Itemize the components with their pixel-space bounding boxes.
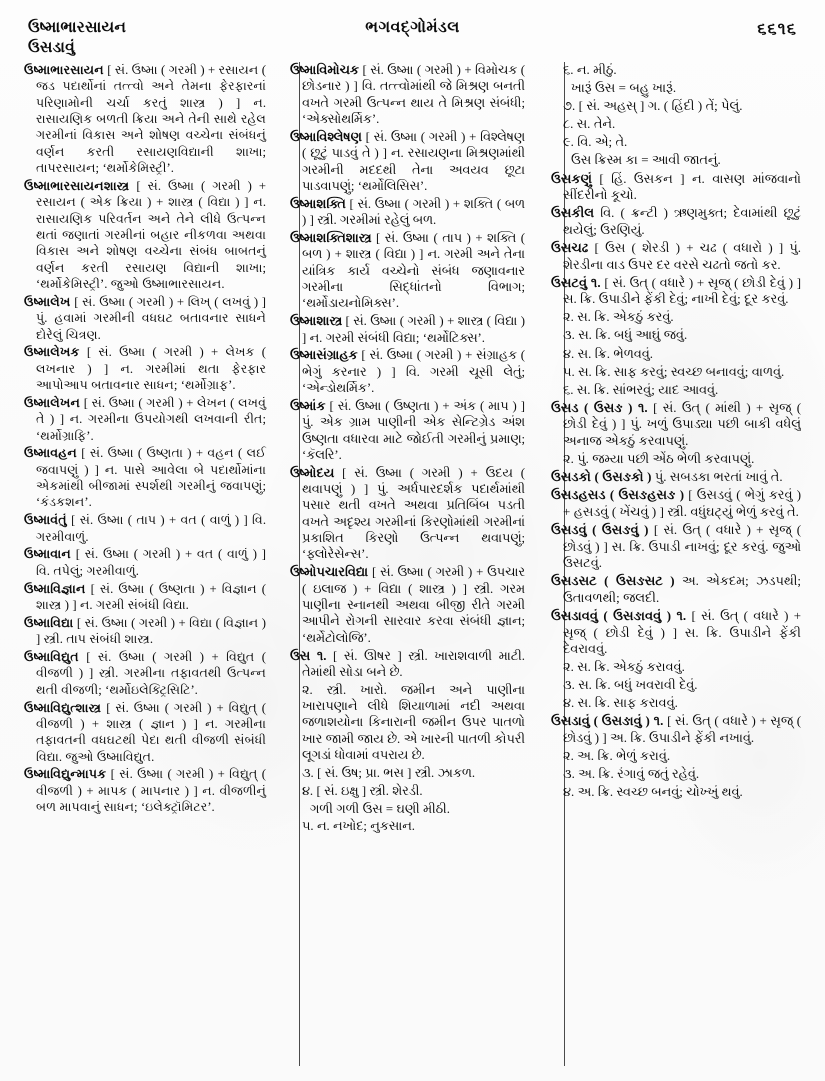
entry-definition: ૬. ન. મીઠું. <box>563 63 617 77</box>
entry-headword: ઉષ્માવંતું <box>24 513 67 528</box>
entry-headword: ઉસકીલ <box>551 206 595 221</box>
dictionary-entry <box>290 347 525 396</box>
dictionary-entry <box>551 116 801 133</box>
running-head-last-word: ઉસડાવું <box>28 39 76 56</box>
entry-definition: [ સં. ઉષ્મા ( ગરમી ) + શક્તિ ( બળ ) ] સ્ત્રી. ગરમીમાં રહેલું બળ. <box>302 196 525 228</box>
entry-definition: [ સં. ઉષ્મા ( ગરમી ) + વિદ્યુત ( વીજળી ) ] સ્ત્રી. ગરમીના તફાવતથી ઉત્પન્ન થતી વીજળી; ‘થર્મોઇલેક્ટ્રિસિટિ’. <box>36 650 266 697</box>
entry-headword: ઉષ્મોપચારવિદ્યા <box>290 565 369 580</box>
dictionary-entry <box>551 275 801 308</box>
dictionary-entry <box>24 178 266 292</box>
dictionary-entry <box>290 230 525 312</box>
dictionary-entry <box>290 313 525 346</box>
dictionary-entry <box>551 98 801 115</box>
page-number: ૬૬૧૬ <box>757 19 797 38</box>
entry-definition: ૩. [ સં. ઉષ; પ્રા. ભસ ] સ્ત્રી. ઝાકળ. <box>302 765 476 780</box>
dictionary-entry <box>290 765 525 781</box>
running-head-first-word: ઉષ્માભારસાયન <box>28 19 127 36</box>
entry-definition: ૩. અ. ક્રિ. રંગાવું જતું રહેવું. <box>563 767 700 782</box>
dictionary-entry <box>24 581 266 614</box>
entry-headword: ઉષ્માવિદ્યા <box>24 615 74 630</box>
dictionary-entry <box>24 344 266 393</box>
entry-headword: ઉષ્માંક <box>290 398 326 413</box>
entry-headword: ઉસડસટ ( ઉસઙસટ ) <box>551 574 675 589</box>
entry-definition: પું. સબડકા ભરતાં ખાવું તે. <box>651 470 783 485</box>
entry-definition: [ સં. ઉષ્મા ( ગરમી ) + વિમોચક ( છોડનાર ) ] વિ. તત્ત્વોમાંથી જે મિશ્રણ બનતી વખતે ગરમી ઉત્પન્ન થાય તે મિશ્રણ સંબંધી; ‘એક્સોથર્મિક’. <box>302 63 525 127</box>
entry-headword: ઉષ્માવિદ્યુત્શાસ્ત્ર <box>24 700 102 715</box>
dictionary-entry <box>290 648 525 681</box>
entry-definition: અ. એકદમ; ઝડપથી; ઉતાવળથી; જલદી. <box>563 574 801 605</box>
dictionary-entry <box>551 134 801 151</box>
dictionary-entry <box>551 573 801 606</box>
entry-headword: ઉસડાવવું ( ઉસઙાવવું ) ૧. <box>551 608 687 623</box>
entry-headword: ઉષ્માભારસાયનશાસ્ત્ર <box>24 178 130 193</box>
dictionary-entry <box>24 615 266 648</box>
dictionary-entry <box>551 522 801 572</box>
entry-definition: [ સં. ઉષ્મા ( ગરમી ) + ઉપચાર ( ઇલાજ ) + વિદ્યા ( શાસ્ત્ર ) ] સ્ત્રી. ગરમ પાણીના સ્નાનથી અથવા બીજી રીતે ગરમી આપીને રોગની સારવાર કરવા સંબંધી જ્ઞાન; ‘થર્મેટોલોજિ’. <box>302 565 525 645</box>
entry-definition: ૪. અ. ક્રિ. સ્વચ્છ બનવું; ચોખ્ખું થવું. <box>563 785 743 800</box>
entry-definition: [ સં. ઉત્ ( માંથી ) + સૃજ્ ( છોડી દેવું ) ] પું. ખળું ઉપાડ્યા પછી બાકી વધેલું અનાજ એકઠું કરવાપણું. <box>563 400 801 448</box>
dictionary-entry <box>551 171 801 204</box>
entry-definition: ૫. સ. ક્રિ. સાફ કરવું; સ્વચ્છ બનાવવું; વાળવું. <box>563 364 785 379</box>
entry-headword: ઉષ્માલેખન <box>24 395 81 410</box>
entry-definition: [ સં. ઉષ્મા ( ગરમી ) + વિદ્યુત્ ( વીજળી ) + શાસ્ત્ર ( જ્ઞાન ) ] ન. ગરમીના તફાવતની વધઘટથી પેદા થતી વીજળી સંબંધી વિદ્યા. જુઓ ઉષ્માવિદ્યુત. <box>36 700 266 764</box>
dictionary-entry <box>551 152 801 169</box>
entry-definition: [ હિં. ઉસકન ] ન. વાસણ માંજવાનો સીંદરીનો કૂચો. <box>563 171 801 203</box>
entry-headword: ઉષ્માવાન <box>24 547 71 562</box>
dictionary-entry <box>24 294 266 343</box>
entry-definition: ૬. સ. ક્રિ. સાંભરવું; યાદ આવવું. <box>563 382 719 397</box>
dictionary-entry <box>551 327 801 344</box>
entry-definition: [ સં. ઉષ્મા ( ઉષ્ણતા ) + વહન ( લઈ જવાપણું ) ] ન. પાસે આવેલા બે પદાર્થોમાંના એકમાંથી બીજામાં સ્પર્શથી ગરમીનું જવાપણું; ‘કંડકશન’. <box>36 446 266 510</box>
entry-headword: ઉષ્માલેખ <box>24 294 71 309</box>
dictionary-entry <box>24 445 266 510</box>
entry-definition: ૨. સ્ત્રી. ખારો. જમીન અને પાણીના ખારાપણાને લીધે શિયાળામાં નદી અથવા જળાશયોના કિનારાની જમીન ઉપર પાતળો ખાર જામી જાય છે. એ ખારની પાતળી કોપરી લૂગડાં ધોવામાં વપરાય છે. <box>302 682 525 763</box>
dictionary-entry <box>551 748 801 765</box>
dictionary-entry <box>551 659 801 676</box>
dictionary-entry <box>551 382 801 399</box>
entry-definition: [ સં. ઉત્ ( વધારે ) + સૃજ્ ( છોડવું ) ] સ. ક્રિ. ઉપાડી નાખવું; દૂર કરવું. જુઓ ઉસટવું. <box>563 522 801 571</box>
entry-definition: ૯. વિ. એ; તે. <box>563 135 628 150</box>
entry-definition: ખારૂં ઉસ = બહુ ખારૂં. <box>571 81 677 96</box>
dictionary-entry <box>551 487 801 520</box>
dictionary-entry <box>290 818 525 834</box>
entry-definition: [ સં. ઉષ્મા ( ગરમી ) + ઉદય ( થવાપણું ) ] પું. અર્ધપારદર્શક પદાર્થમાંથી પસાર થતી વખતે અથવા પ્રતિબિંબ પડતી વખતે અદૃશ્ય ગરમીનાં કિરણોમાંથી ગરમીનાં પ્રકાશિત કિરણો ઉત્પન્ન થવાપણું; ‘ફ્લોરેસેન્સ’. <box>302 465 525 562</box>
entry-definition: ૪. સ. ક્રિ. સાફ કરાવવું. <box>563 696 678 711</box>
entry-definition: [ સં. ઉષ્મા ( તાપ ) + વત ( વાળું ) ] વિ. ગરમીવાળું. <box>36 513 266 544</box>
entry-definition: [ સં. ઉષ્મા ( ગરમી ) + વત ( વાળું ) ] વિ. તપેલું; ગરમીવાળું. <box>36 547 266 578</box>
entry-definition: [ સં. ઉષ્મા ( ગરમી ) + વિશ્લેષણ ( છૂટું પાડવું તે ) ] ન. રસાયણના મિશ્રણમાંથી ગરમીની મદદથી તેના અવયવ છૂટા પાડવાપણું; ‘થર્મોલિસિસ’. <box>302 129 525 193</box>
dictionary-entry <box>551 205 801 238</box>
dictionary-entry <box>290 129 525 194</box>
entry-headword: ઉષ્માવહન <box>24 446 77 461</box>
entry-headword: ઉષ્માવિદ્યુત <box>24 650 79 665</box>
dictionary-entry <box>551 677 801 694</box>
entry-headword: ઉસડવું ( ઉસઙવું ) <box>551 522 649 537</box>
dictionary-entry <box>24 649 266 698</box>
entry-headword: ઉષ્માવિદ્યુન્માપક <box>24 767 107 782</box>
entry-definition: [ સં. ઉષ્મા ( ગરમી ) + સંગ્રાહક ( ભેગું કરનાર ) ] વિ. ગરમી ચૂસી લેતું; ‘એન્ડોથર્મિક’. <box>302 348 525 396</box>
dictionary-entry <box>290 62 525 127</box>
entry-definition: ૩. સ. ક્રિ. બધું આઘું જવું. <box>563 328 688 343</box>
dictionary-entry <box>24 546 266 579</box>
entry-definition: ગળી ગળી ઉસ = ઘણી મીઠી. <box>310 801 450 816</box>
dictionary-entry <box>551 80 801 97</box>
entry-definition: ૨. સ. ક્રિ. એકઠું કરાવવું. <box>563 660 685 675</box>
column-3 <box>539 62 801 1066</box>
entry-definition: વિ. ( ક્રન્ટી ) ઋણમુક્ત; દેવામાંથી છૂટું થયેલું; ઉરણિયું. <box>563 206 801 237</box>
entry-headword: ઉસકણું <box>551 171 592 186</box>
entry-definition: [ સં. ઉષ્મા ( ગરમી ) + લિખ્ ( લખવું ) ] પું. હવામાં ગરમીની વધઘટ બતાવનાર સાધને દોરેલું ચિત્રણ. <box>36 294 266 342</box>
dictionary-entry <box>290 801 525 817</box>
entry-definition: ૩. સ. ક્રિ. બધું ખવરાવી દેવું. <box>563 678 698 693</box>
dictionary-entry <box>551 309 801 326</box>
entry-headword: ઉષ્માવિશ્લેષણ <box>290 129 362 144</box>
entry-definition: ૪. [ સં. ઇક્ષુ ] સ્ત્રી. શેરડી. <box>302 783 423 798</box>
entry-definition: [ સં. ઉષ્મા ( તાપ ) + શક્તિ ( બળ ) + શાસ્ત્ર ( વિદ્યા ) ] ન. ગરમી અને તેના યાંત્રિક કાર્ય વચ્ચેનો સંબંધ જણાવનાર ગરમીના સિદ્ધાંતનો વિભાગ; ‘થર્મોડાયનોમિક્સ’. <box>302 230 525 311</box>
dictionary-entry <box>290 783 525 799</box>
entry-headword: ઉષ્મોદય <box>290 465 335 480</box>
entry-definition: [ સં. ઉષ્મા ( ઉષ્ણતા ) + અંક ( માપ ) ] પું. એક ગ્રામ પાણીની એક સેન્ટિગ્રેડ અંશ ઉષ્ણતા વધારવા માટે જોઈતી ગરમીનું પ્રમાણ; ‘કૅલરિ’. <box>302 398 525 462</box>
dictionary-entry <box>551 364 801 381</box>
dictionary-entry <box>551 62 801 79</box>
entry-definition: ૨. સ. ક્રિ. એકઠું કરવું. <box>563 310 674 325</box>
dictionary-entry <box>290 398 525 463</box>
entry-definition: [ સં. ઉષ્મા ( ગરમી ) + વિદ્યુત્ ( વીજળી ) + માપક ( માપનાર ) ] ન. વીજળીનું બળ માપવાનું સાધન; ‘ઇલેક્ટ્રૉમિટર’. <box>36 767 266 815</box>
entry-headword: ઉષ્માવિમોચક <box>290 63 360 77</box>
dictionary-entry <box>551 240 801 273</box>
dictionary-entry <box>551 713 801 746</box>
entry-definition: [ સં. ઊષર ] સ્ત્રી. ખારાશવાળી માટી. તેમાંથી સોડા બને છે. <box>302 648 525 679</box>
entry-definition: [ સં. ઉષ્મા ( ગરમી ) + વિદ્યા ( વિજ્ઞાન ) ] સ્ત્રી. તાપ સંબંધી શાસ્ત્ર. <box>36 615 266 647</box>
entry-definition: [ સં. ઉત્ ( વધારે ) + સૃજ્ ( છોડી દેવું ) ] સ. ક્રિ. ઉપાડીને ફેંકી દેવું; નાખી દેવું; દૂર કરવું. <box>563 275 801 307</box>
entry-headword: ઉસડહસડ ( ઉસઙહસઙ ) <box>551 488 685 503</box>
dictionary-entry <box>290 682 525 764</box>
entry-headword: ઉષ્માસંગ્રાહક <box>290 348 358 363</box>
entry-definition: ૪. સ. ક્રિ. ભેળવવું. <box>563 346 654 361</box>
entry-headword: ઉષ્માવિજ્ઞાન <box>24 581 86 596</box>
dictionary-entry <box>24 62 266 176</box>
entry-headword: ઉસડ ( ઉસઙ ) ૧. <box>551 400 648 415</box>
dictionary-entry <box>290 564 525 646</box>
entry-headword: ઉસચઢ <box>551 240 589 255</box>
dictionary-entry <box>551 784 801 801</box>
entry-definition: ઉસ ક્રિસ્મ કા = આવી જાતનું. <box>571 153 721 168</box>
dictionary-entry <box>551 469 801 486</box>
dictionary-entry <box>551 695 801 712</box>
columns-container <box>24 62 801 1066</box>
entry-headword: ઉસડકો ( ઉસઙકો ) <box>551 470 652 485</box>
entry-definition: [ સં. ઉષ્મા ( ગરમી ) + લેખન ( લખવું તે ) ] ન. ગરમીના ઉપયોગથી લખવાની રીત; ‘થર્મોગ્રાફિ’. <box>36 395 266 443</box>
entry-headword: ઉષ્માશક્તિ <box>290 196 346 211</box>
running-head <box>28 18 797 64</box>
entry-definition: [ સં. ઉષ્મા ( ગરમી ) + રસાયન ( જડ પદાર્થોનાં તત્ત્વો અને તેમના ફેરફારનાં પરિણામોની ચર્ચા કરતું શાસ્ત્ર ) ] ન. રાસાયણિક બળતી ક્રિયા અને તેની સાથે રહેલ ગરમીનાં વિકાસ અને શોષણ વચ્ચેના સંબંધનું વર્ણન કરતી રસાયણવિદ્યાની શાખા; તાપરસાયન; ‘થર્મોકેમિસ્ટ્રી’. <box>36 63 266 176</box>
dictionary-entry <box>551 451 801 468</box>
entry-definition: [ સં. ઉત્ ( વધારે ) + સૃજ્ ( છોડી દેવું ) ] સ. ક્રિ. ઉપાડીને ફેંકી દેવરાવવું. <box>563 608 801 657</box>
entry-headword: ઉસટવું ૧. <box>551 275 601 290</box>
entry-definition: ૫. ન. નખોદ; નુકસાન. <box>302 819 415 834</box>
entry-definition: [ સં. ઉષ્મા ( ઉષ્ણતા ) + વિજ્ઞાન ( શાસ્ત્ર ) ] ન. ગરમી સંબંધી વિદ્યા. <box>36 581 266 612</box>
column-2 <box>280 62 539 1066</box>
entry-definition: [ સં. ઉષ્મા ( ગરમી ) + શાસ્ત્ર ( વિદ્યા ) ] ન. ગરમી સંબંધી વિદ્યા; ‘થર્મોટિક્સ’. <box>302 314 525 345</box>
column-1 <box>24 62 280 1066</box>
entry-headword: ઉસ ૧. <box>290 648 327 663</box>
dictionary-entry <box>551 400 801 450</box>
entry-definition: [ ઉસડવું ( ભેગું કરવું ) + હસડવું ( ખેંચવું ) ] સ્ત્રી. વધુંઘટ્યું ભેળું કરવું તે. <box>563 488 801 519</box>
dictionary-entry <box>290 196 525 229</box>
dictionary-entry <box>24 766 266 815</box>
dictionary-entry <box>24 395 266 444</box>
entry-headword: ઉષ્માભારસાયન <box>24 63 104 77</box>
entry-definition: [ સં. ઉષ્મા ( ગરમી ) + રસાયન ( એક ક્રિયા ) + શાસ્ત્ર ( વિદ્યા ) ] ન. રાસાયણિક પરિવર્તન અને તેને લીધે ઉત્પન્ન થતાં જણાતાં ગરમીનાં બહાર નીકળવા અથવા વિકાસ અને શોષણ વચ્ચેના સંબંધ બાબતનું વર્ણન કરતી રસાયણ વિદ્યાની શાખા; ‘થર્મોકેમિસ્ટ્રી’. જુઓ ઉષ્માભારસાયન. <box>36 178 266 291</box>
dictionary-entry <box>551 608 801 658</box>
dictionary-entry <box>290 465 525 563</box>
entry-definition: [ ઉસ ( શેરડી ) + ચઢ ( વધારો ) ] પું. શેરડીના વાડ ઉપર દર વરસે ચઢતો જતો કર. <box>563 240 801 272</box>
entry-headword: ઉષ્માશાસ્ત્ર <box>290 314 343 329</box>
entry-definition: [ સં. ઉષ્મા ( ગરમી ) + લેખક ( લખનાર ) ] ન. ગરમીમાં થતા ફેરફાર આપોઆપ બતાવનાર સાધન; ‘થર્મોગ્રાફ’. <box>36 345 266 393</box>
dictionary-entry <box>551 346 801 363</box>
entry-definition: ૭. [ સં. અહસ્ ] ગ. ( હિંદી ) તેં; પેલું. <box>563 99 743 114</box>
entry-headword: ઉષ્માલેખક <box>24 345 80 360</box>
entry-definition: ૮. સ. તેને. <box>563 117 616 132</box>
book-title: ભગવદ્ગોમંડલ <box>365 19 460 36</box>
entry-definition: ૨. અ. ક્રિ. ભેળું કરાવું. <box>563 749 671 764</box>
dictionary-entry <box>24 512 266 545</box>
entry-headword: ઉષ્માશક્તિશાસ્ત્ર <box>290 230 372 245</box>
entry-definition: [ સં. ઉત્ ( વધારે ) + સૃજ્ ( છોડવું ) ] અ. ક્રિ. ઉપાડીને ફેંકી નખાવું. <box>563 714 801 746</box>
entry-definition: ૨. પું. જમ્યા પછી એંઠ ભેળી કરવાપણું. <box>563 452 755 467</box>
dictionary-entry <box>24 700 266 765</box>
dictionary-entry <box>551 766 801 783</box>
entry-headword: ઉસડાવું ( ઉસઙાવું ) ૧. <box>551 714 664 729</box>
